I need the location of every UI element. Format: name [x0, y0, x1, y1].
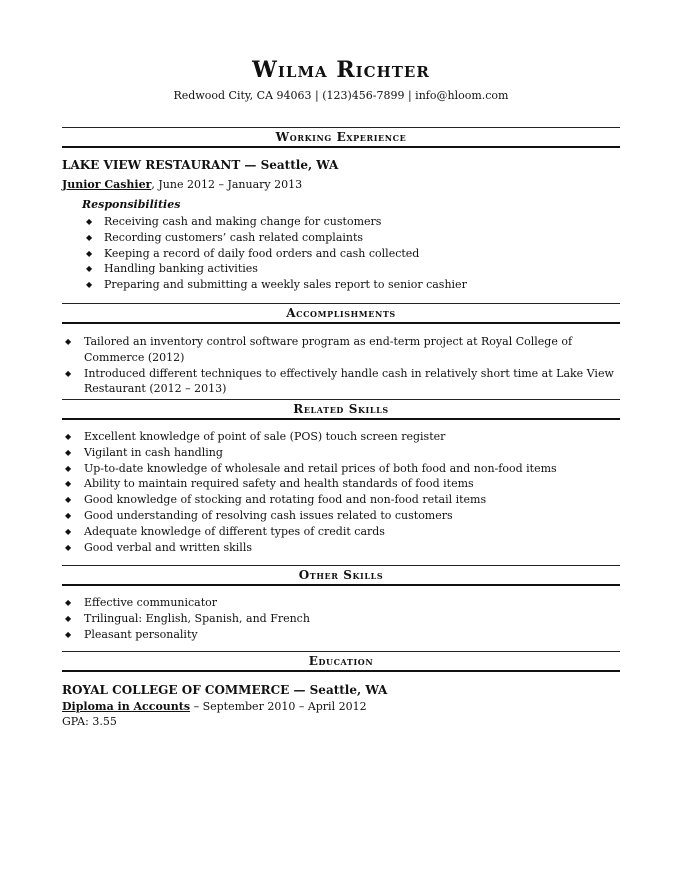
list-item: ◆ Good knowledge of stocking and rotating food and non-food retail items: [65, 493, 487, 507]
related-skills-list: [62, 429, 620, 555]
list-item: ◆ Ability to maintain required safety and health standards of food items: [65, 477, 474, 491]
other-skills-block: [62, 595, 620, 642]
bullet-diamond-icon: ◆: [65, 463, 72, 473]
education-block: [62, 682, 620, 729]
gpa: GPA: 3.55: [62, 715, 117, 728]
related-skills-block: [62, 429, 620, 555]
candidate-name: Wilma Richter: [252, 57, 430, 83]
job-title: Junior Cashier: [62, 178, 152, 191]
list-item: ◆ Keeping a record of daily food orders and cash collected: [86, 246, 420, 260]
list-item: ◆ Introduced different techniques to effectively handle cash in relatively short time at Lake View Restaurant (2012 – 2013): [65, 366, 614, 396]
school-name: ROYAL COLLEGE OF COMMERCE — Seattle, WA: [62, 683, 388, 697]
list-item: ◆ Pleasant personality: [65, 627, 198, 641]
bullet-diamond-icon: ◆: [65, 526, 72, 536]
list-item: ◆ Handling banking activities: [86, 262, 258, 276]
list-item: ◆ Effective communicator: [65, 596, 218, 609]
list-item: ◆ Receiving cash and making change for customers: [86, 215, 382, 228]
list-item: ◆ Recording customers’ cash related complaints: [86, 230, 364, 244]
bullet-diamond-icon: ◆: [86, 264, 93, 274]
experience-block: [62, 157, 620, 293]
bullet-diamond-icon: ◆: [65, 495, 72, 505]
section-heading-related-skills: Related Skills: [62, 399, 620, 420]
list-item: ◆ Tailored an inventory control software program as end-term project at Royal College of Commerce (2012): [65, 335, 573, 364]
role-line: [62, 177, 620, 192]
bullet-diamond-icon: ◆: [65, 447, 72, 457]
bullet-diamond-icon: ◆: [65, 613, 72, 623]
list-item: ◆ Preparing and submitting a weekly sales report to senior cashier: [86, 278, 467, 292]
employer-name: LAKE VIEW RESTAURANT — Seattle, WA: [62, 158, 339, 172]
bullet-diamond-icon: ◆: [65, 542, 72, 552]
bullet-diamond-icon: ◆: [86, 280, 93, 290]
list-item: ◆ Up-to-date knowledge of wholesale and retail prices of both food and non-food items: [65, 461, 557, 475]
section-heading-experience: Working Experience: [62, 127, 620, 148]
bullet-diamond-icon: ◆: [65, 368, 72, 378]
bullet-diamond-icon: ◆: [65, 598, 72, 607]
bullet-diamond-icon: ◆: [86, 248, 93, 258]
list-item: ◆ Trilingual: English, Spanish, and French: [65, 611, 310, 625]
degree-dates: – September 2010 – April 2012: [190, 700, 367, 713]
accomplishments-block: [62, 334, 620, 397]
section-heading-education: Education: [62, 651, 620, 672]
accomplishments-list: [62, 334, 620, 397]
list-item: ◆ Good understanding of resolving cash issues related to customers: [65, 508, 453, 522]
responsibilities-label: Responsibilities: [82, 198, 181, 211]
bullet-diamond-icon: ◆: [86, 217, 93, 226]
degree-line: [62, 699, 620, 714]
bullet-diamond-icon: ◆: [65, 510, 72, 520]
bullet-diamond-icon: ◆: [65, 629, 72, 639]
bullet-diamond-icon: ◆: [86, 232, 93, 242]
section-heading-other-skills: Other Skills: [62, 565, 620, 586]
section-heading-accomplishments: Accomplishments: [62, 303, 620, 324]
list-item: ◆ Vigilant in cash handling: [65, 445, 223, 459]
bullet-diamond-icon: ◆: [65, 432, 72, 441]
responsibilities-list: [62, 214, 620, 293]
list-item: ◆ Excellent knowledge of point of sale (POS) touch screen register: [65, 430, 446, 443]
list-item: ◆ Good verbal and written skills: [65, 540, 252, 554]
other-skills-list: [62, 595, 620, 642]
degree-title: Diploma in Accounts: [62, 700, 191, 713]
job-dates: , June 2012 – January 2013: [151, 178, 303, 191]
bullet-diamond-icon: ◆: [65, 479, 72, 489]
list-item: ◆ Adequate knowledge of different types of credit cards: [65, 524, 385, 538]
contact-line: Redwood City, CA 94063 | (123)456-7899 | info@hloom.com: [173, 89, 509, 102]
bullet-diamond-icon: ◆: [65, 337, 72, 346]
